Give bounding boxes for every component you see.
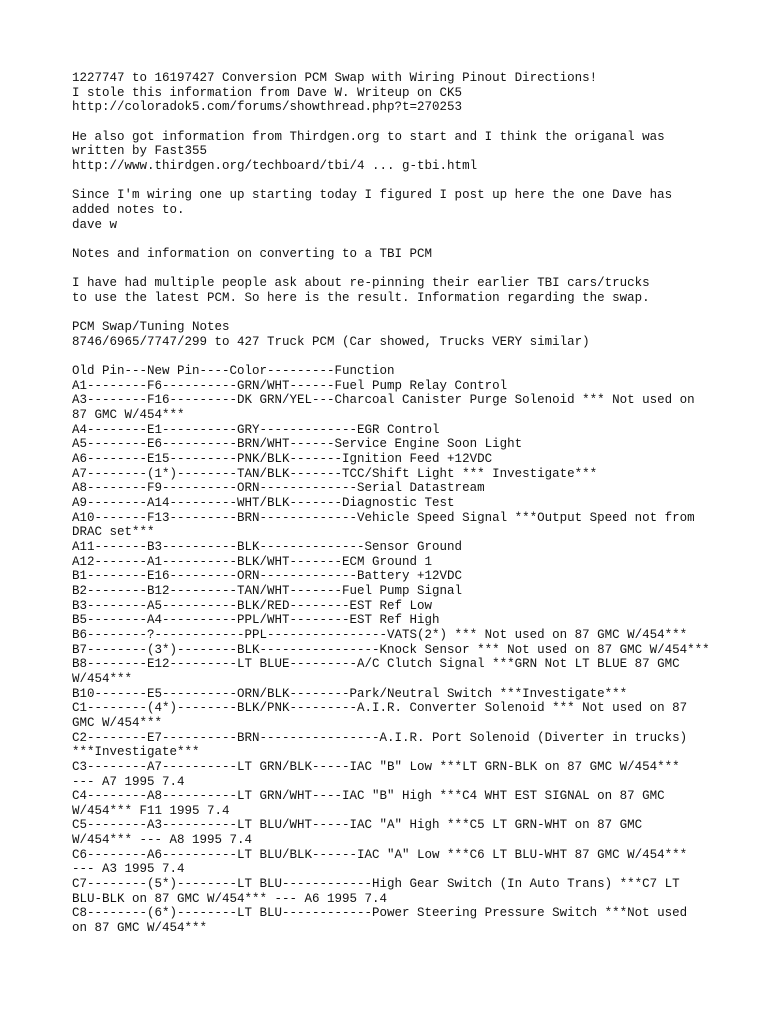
spacer (72, 262, 712, 277)
pin-row-line: B6--------?------------PPL----------------VATS(2*) *** Not used on 87 GMC W/454*** (72, 627, 688, 642)
pin-row-line: A3--------F16---------DK GRN/YEL---Charcoal Canister Purge Solenoid *** Not used on (72, 393, 695, 408)
text-line: added notes to. (72, 202, 185, 217)
section-heading: PCM Swap/Tuning Notes (72, 320, 230, 335)
pin-row-line: A6--------E15---------PNK/BLK-------Ignition Feed +12VDC (72, 452, 493, 467)
pin-row-line: W/454*** --- A8 1995 7.4 (72, 833, 253, 848)
thirdgen-paragraph (72, 130, 712, 174)
thirdgen-url: http://www.thirdgen.org/techboard/tbi/4 ... g-tbi.html (72, 158, 478, 173)
pin-row-line: A4--------E1----------GRY-------------EGR Control (72, 422, 440, 437)
pin-row-line: A1--------F6----------GRN/WHT------Fuel Pump Relay Control (72, 378, 508, 393)
pin-row-line: 87 GMC W/454*** (72, 408, 185, 423)
pin-row-line: --- A3 1995 7.4 (72, 862, 185, 877)
pin-row-line: A5--------E6----------BRN/WHT------Service Engine Soon Light (72, 437, 523, 452)
spacer (72, 174, 712, 189)
text-line: written by Fast355 (72, 144, 208, 159)
pin-row-line: C6--------A6----------LT BLU/BLK------IAC "A" Low ***C6 LT BLU-WHT 87 GMC W/454*** (72, 847, 688, 862)
pin-row-line: A10-------F13---------BRN-------------Vehicle Speed Signal ***Output Speed not from (72, 510, 695, 525)
doc-title: 1227747 to 16197427 Conversion PCM Swap with Wiring Pinout Directions! (72, 71, 598, 85)
spacer (72, 306, 712, 321)
pin-row-line: B8--------E12---------LT BLUE---------A/C Clutch Signal ***GRN Not LT BLUE 87 GMC (72, 657, 680, 672)
notes-heading: Notes and information on converting to a TBI PCM (72, 246, 433, 261)
header-block (72, 71, 712, 115)
pin-row-line: on 87 GMC W/454*** (72, 921, 208, 936)
pin-row-line: C3--------A7----------LT GRN/BLK-----IAC "B" Low ***LT GRN-BLK on 87 GMC W/454*** (72, 759, 680, 774)
pin-row-line: A7--------(1*)--------TAN/BLK-------TCC/Shift Light *** Investigate*** (72, 466, 598, 481)
pin-row-line: C1--------(4*)--------BLK/PNK---------A.I.R. Converter Solenoid *** Not used on 87 (72, 701, 688, 716)
pin-row-line: B1--------E16---------ORN-------------Battery +12VDC (72, 569, 463, 584)
text-line: He also got information from Thirdgen.org to start and I think the origanal was (72, 129, 665, 144)
document-page (72, 71, 712, 936)
pin-row-line: DRAC set*** (72, 525, 155, 540)
pin-row-line: A12-------A1----------BLK/WHT-------ECM Ground 1 (72, 554, 433, 569)
spacer (72, 232, 712, 247)
source-note: I stole this information from Dave W. Writeup on CK5 (72, 85, 463, 100)
multiple-paragraph (72, 276, 712, 305)
since-paragraph (72, 188, 712, 232)
text-line: Since I'm wiring one up starting today I figured I post up here the one Dave has (72, 188, 673, 203)
text-line: to use the latest PCM. So here is the result. Information regarding the swap. (72, 290, 650, 305)
text-line: I have had multiple people ask about re-pinning their earlier TBI cars/trucks (72, 276, 650, 291)
pin-row-line: BLU-BLK on 87 GMC W/454*** --- A6 1995 7.4 (72, 891, 388, 906)
pin-row-line: A11-------B3----------BLK--------------Sensor Ground (72, 540, 463, 554)
pin-row-line: A9--------A14---------WHT/BLK-------Diagnostic Test (72, 496, 455, 511)
source-url: http://coloradok5.com/forums/showthread.php?t=270253 (72, 100, 463, 115)
pin-row-line: C7--------(5*)--------LT BLU------------High Gear Switch (In Auto Trans) ***C7 LT (72, 877, 680, 892)
pin-row-line: C5--------A3----------LT BLU/WHT-----IAC "A" High ***C5 LT GRN-WHT on 87 GMC (72, 818, 643, 833)
pin-row-line: ***Investigate*** (72, 745, 200, 760)
pin-row-line: --- A7 1995 7.4 (72, 774, 185, 789)
pin-row-line: B10-------E5----------ORN/BLK--------Park/Neutral Switch ***Investigate*** (72, 686, 628, 701)
pin-row-line: W/454*** (72, 671, 133, 686)
pin-table (72, 379, 712, 936)
pin-row-line: C2--------E7----------BRN----------------A.I.R. Port Solenoid (Diverter in trucks) (72, 730, 688, 745)
signature: dave w (72, 217, 118, 232)
pin-table-header: Old Pin---New Pin----Color---------Function (72, 364, 395, 379)
pin-row-line: C8--------(6*)--------LT BLU------------Power Steering Pressure Switch ***Not used (72, 906, 688, 921)
text-line: 8746/6965/7747/299 to 427 Truck PCM (Car showed, Trucks VERY similar) (72, 334, 590, 349)
pin-row-line: C4--------A8----------LT GRN/WHT----IAC "B" High ***C4 WHT EST SIGNAL on 87 GMC (72, 789, 665, 804)
spacer (72, 115, 712, 130)
pin-row-line: B3--------A5----------BLK/RED--------EST Ref Low (72, 598, 433, 613)
pin-row-line: B5--------A4----------PPL/WHT--------EST Ref High (72, 613, 440, 628)
pin-row-line: B7--------(3*)--------BLK----------------Knock Sensor *** Not used on 87 GMC W/454*** (72, 642, 710, 657)
pin-row-line: A8--------F9----------ORN-------------Serial Datastream (72, 481, 485, 496)
pin-row-line: GMC W/454*** (72, 715, 163, 730)
swap-notes (72, 320, 712, 349)
pin-row-line: W/454*** F11 1995 7.4 (72, 803, 230, 818)
spacer (72, 349, 712, 364)
pin-row-line: B2--------B12---------TAN/WHT-------Fuel Pump Signal (72, 583, 463, 598)
